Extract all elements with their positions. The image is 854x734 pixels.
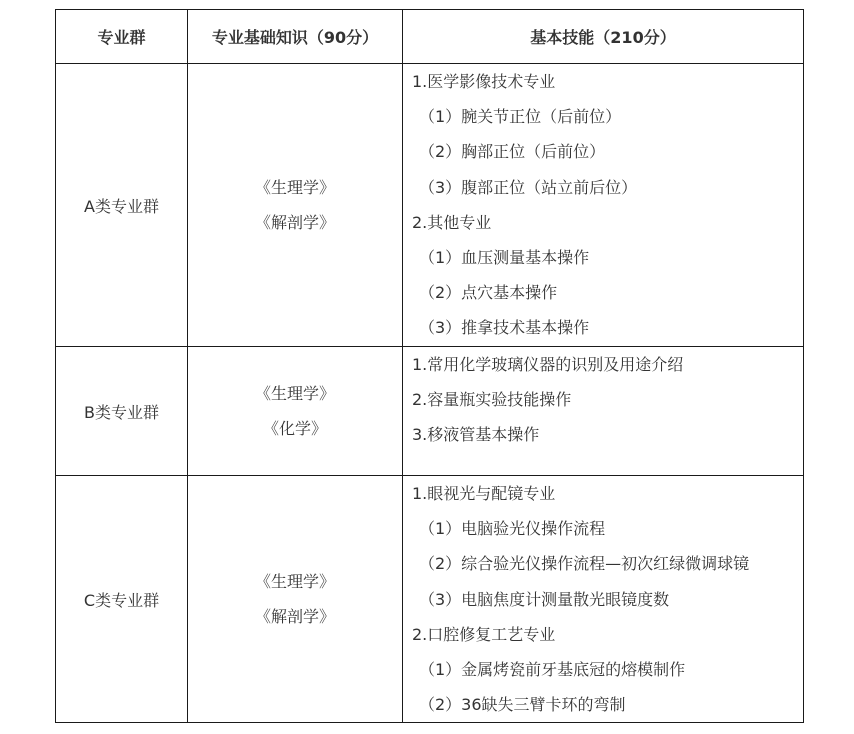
knowledge-book: 《化学》 xyxy=(262,419,327,438)
skill-item: （2）综合验光仪操作流程—初次红绿微调球镜 xyxy=(419,554,750,574)
skills-cell xyxy=(403,347,804,476)
skill-item: （1）腕关节正位（后前位） xyxy=(419,107,622,127)
skill-item: （3）腹部正位（站立前后位） xyxy=(419,177,638,197)
skill-heading: 2.其他专业 xyxy=(412,212,492,232)
table-row xyxy=(56,64,804,347)
knowledge-cell xyxy=(188,476,403,723)
skill-item: （2）胸部正位（后前位） xyxy=(419,142,606,162)
group-name: B类专业群 xyxy=(56,347,188,476)
skills-cell xyxy=(403,476,804,723)
knowledge-book: 《解剖学》 xyxy=(254,607,335,627)
exam-content-table xyxy=(55,9,804,723)
skill-item: （1）金属烤瓷前牙基底冠的熔模制作 xyxy=(419,659,686,679)
skill-item: （3）推拿技术基本操作 xyxy=(419,318,590,338)
skill-item: （3）电脑焦度计测量散光眼镜度数 xyxy=(419,589,670,609)
header-skills: 基本技能（210分） xyxy=(403,10,804,64)
skills-cell xyxy=(403,64,804,347)
skill-heading: 2.容量瓶实验技能操作 xyxy=(412,390,572,410)
group-name: A类专业群 xyxy=(56,64,188,347)
skill-item: （2）点穴基本操作 xyxy=(419,283,558,303)
header-group: 专业群 xyxy=(56,10,188,64)
knowledge-book: 《解剖学》 xyxy=(254,213,335,232)
table-row xyxy=(56,476,804,723)
skill-heading: 2.口腔修复工艺专业 xyxy=(412,624,556,644)
skill-heading: 1.常用化学玻璃仪器的识别及用途介绍 xyxy=(412,355,684,374)
skill-heading: 1.医学影像技术专业 xyxy=(412,72,556,91)
skill-heading: 1.眼视光与配镜专业 xyxy=(412,484,556,503)
skill-heading: 3.移液管基本操作 xyxy=(412,425,540,445)
skill-item: （1）血压测量基本操作 xyxy=(419,247,590,267)
knowledge-cell xyxy=(188,347,403,476)
skill-item: （2）36缺失三臂卡环的弯制 xyxy=(419,695,626,715)
header-knowledge: 专业基础知识（90分） xyxy=(188,10,403,64)
table-header-row xyxy=(56,10,804,64)
group-name: C类专业群 xyxy=(56,476,188,723)
knowledge-cell xyxy=(188,64,403,347)
knowledge-book: 《生理学》 xyxy=(254,178,335,197)
knowledge-book: 《生理学》 xyxy=(254,384,335,403)
table-row xyxy=(56,347,804,476)
skill-item: （1）电脑验光仪操作流程 xyxy=(419,519,606,539)
knowledge-book: 《生理学》 xyxy=(254,572,335,592)
